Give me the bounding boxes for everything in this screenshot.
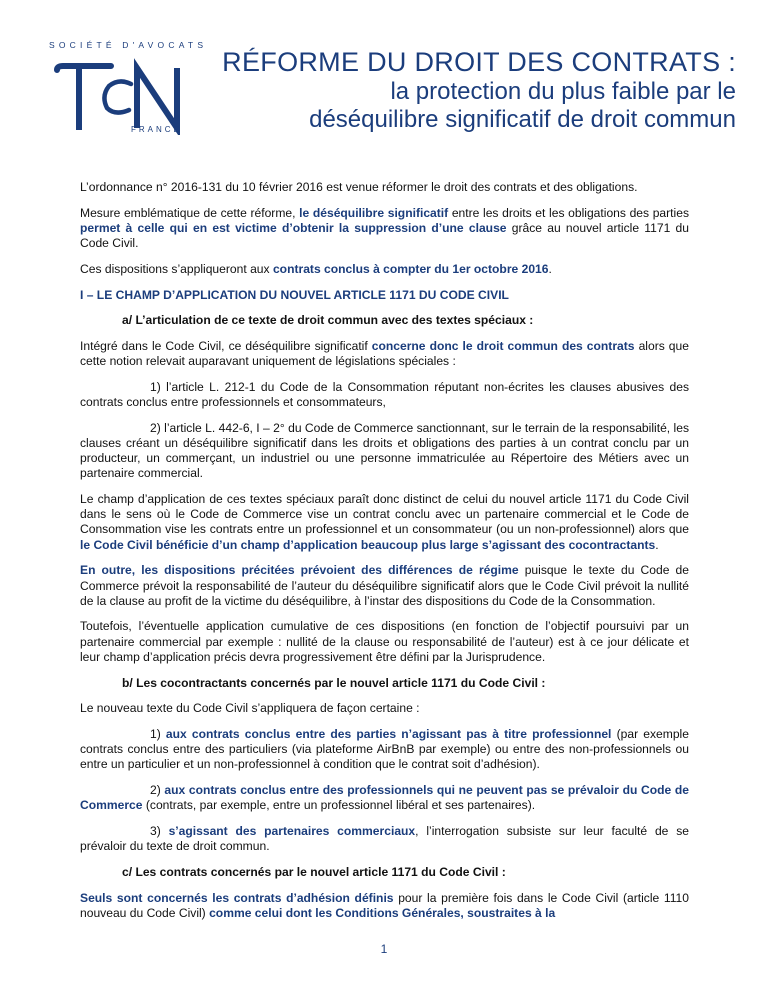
- paragraph: Intégré dans le Code Civil, ce déséquilibre significatif concerne donc le droit commun des contrats alors que cette notion relevait auparavant uniquement de législations spéciales :: [80, 338, 689, 369]
- intro-paragraph: L’ordonnance n° 2016-131 du 10 février 2016 est venue réformer le droit des contrats et des obligations.: [80, 180, 638, 194]
- subsection-heading: c/ Les contrats concernés par le nouvel article 1171 du Code Civil :: [122, 864, 506, 879]
- title-line-3: déséquilibre significatif de droit commun: [309, 106, 736, 133]
- firm-tagline: SOCIÉTÉ D'AVOCATS: [49, 40, 208, 50]
- firm-logo: [49, 40, 208, 140]
- document-body: [80, 180, 689, 932]
- paragraph: Toutefois, l’éventuelle application cumulative de ces dispositions (en fonction de l’objectif poursuivi par un partenaire commercial par exemple : nullité de la clause ou responsabilité de l’auteur) est à ce jour délicate et leur champ d’application précis devra progressivement être défini par la Jurisprudence.: [80, 619, 689, 664]
- title-line-1: RÉFORME DU DROIT DES CONTRATS :: [222, 47, 736, 77]
- paragraph: Le champ d’application de ces textes spéciaux paraît donc distinct de celui du nouvel article 1171 du Code Civil dans le sens où le Code de Commerce vise un contrat conclu avec un partenaire commercial et le Code de Consommation vise les contrats entre un professionnel et un consommateur (ou un non-professionnel) alors que le Code Civil bénéficie d’un champ d’application beaucoup plus large s’agissant des cocontractants.: [80, 492, 689, 552]
- tcn-logo-mark: [49, 50, 199, 135]
- paragraph: Mesure emblématique de cette réforme, le déséquilibre significatif entre les droits et les obligations des parties permet à celle qui en est victime d’obtenir la suppression d’une clause grâce au nouvel article 1171 du Code Civil.: [80, 205, 689, 251]
- list-item: 3) s’agissant des partenaires commerciaux, l’interrogation subsiste sur leur faculté de se prévaloir du texte de droit commun.: [80, 824, 689, 854]
- list-item: 2) l’article L. 442-6, I – 2° du Code de Commerce sanctionnant, sur le terrain de la responsabilité, les clauses créant un déséquilibre significatif dans les droits et obligations des parties à un contrat conclu par un producteur, un commerçant, un industriel ou une personne immatriculée au Répertoire des Métiers avec un partenaire commercial.: [80, 420, 689, 481]
- list-item: 1) l’article L. 212-1 du Code de la Consommation réputant non-écrites les clauses abusives des contrats conclus entre professionnels et consommateurs,: [80, 379, 689, 410]
- subsection-heading: b/ Les cocontractants concernés par le nouvel article 1171 du Code Civil :: [122, 675, 546, 690]
- section-heading: I – LE CHAMP D’APPLICATION DU NOUVEL ARTICLE 1171 DU CODE CIVIL: [80, 287, 509, 302]
- firm-country: FRANCE: [131, 125, 182, 134]
- document-title: [222, 46, 736, 134]
- list-item: 1) aux contrats conclus entre des parties n’agissant pas à titre professionnel (par exemple contrats conclus entre des particuliers (via plateforme AirBnB par exemple) ou entre des non-professionnels ou entre un particulier et un non-professionnel à condition que le contrat soit d’adhésion).: [80, 726, 689, 772]
- list-item: 2) aux contrats conclus entre des professionnels qui ne peuvent pas se prévaloir du Code de Commerce (contrats, par exemple, entre un professionnel libéral et ses partenaires).: [80, 783, 689, 813]
- paragraph: Le nouveau texte du Code Civil s’appliquera de façon certaine :: [80, 701, 420, 716]
- paragraph: Seuls sont concernés les contrats d’adhésion définis pour la première fois dans le Code Civil (article 1110 nouveau du Code Civil) comme celui dont les Conditions Générales, soustraites à la: [80, 890, 689, 920]
- paragraph: Ces dispositions s’appliqueront aux contrats conclus à compter du 1er octobre 2016.: [80, 261, 552, 276]
- subsection-heading: a/ L’articulation de ce texte de droit commun avec des textes spéciaux :: [122, 313, 534, 328]
- page-number: 1: [380, 942, 388, 956]
- paragraph: En outre, les dispositions précitées prévoient des différences de régime puisque le texte du Code de Commerce prévoit la responsabilité de l’auteur du déséquilibre significatif alors que le Code Civil prévoit la nullité de la clause au profit de la victime du déséquilibre, à l’instar des dispositions du Code de la Consommation.: [80, 563, 689, 608]
- title-line-2: la protection du plus faible par le: [390, 78, 736, 105]
